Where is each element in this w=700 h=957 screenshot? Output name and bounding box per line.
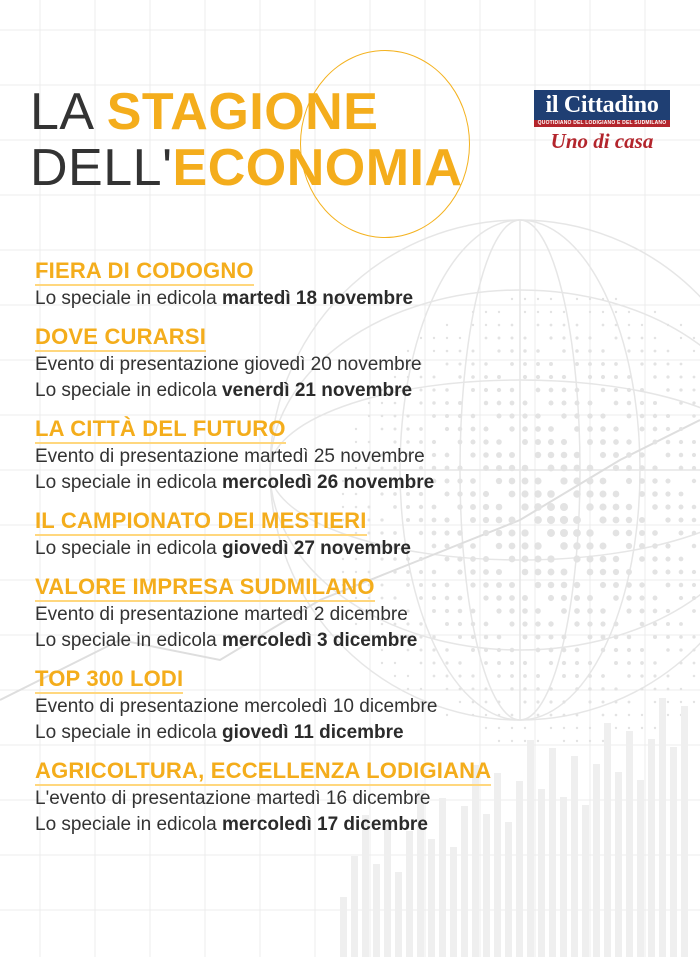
event-title: LA CITTÀ DEL FUTURO (35, 415, 286, 444)
event-detail-line (35, 444, 675, 470)
event-detail-line (35, 694, 675, 720)
event-title: IL CAMPIONATO DEI MESTIERI (35, 507, 367, 536)
event-detail-line (35, 812, 675, 838)
event-title: AGRICOLTURA, ECCELLENZA LODIGIANA (35, 757, 491, 786)
event-detail-text: Lo speciale in edicola (35, 814, 222, 835)
event-detail-text: Evento di presentazione martedì 2 dicembre (35, 604, 408, 625)
event-detail-text: L'evento di presentazione martedì 16 dicembre (35, 788, 431, 809)
event-item (35, 323, 675, 404)
logo-wordmark: il Cittadino (534, 90, 670, 120)
event-date: mercoledì 3 dicembre (221, 630, 418, 651)
events-list (35, 257, 675, 849)
event-title: DOVE CURARSI (35, 323, 206, 352)
event-detail-line (35, 352, 675, 378)
event-item (35, 573, 675, 654)
event-item (35, 257, 675, 312)
title-thin-part: LA (30, 83, 107, 141)
title-thin-part: DELL' (30, 139, 173, 197)
event-detail-text: Evento di presentazione mercoledì 10 dicembre (35, 696, 438, 717)
event-date: martedì 18 novembre (221, 288, 414, 309)
event-date: mercoledì 17 dicembre (221, 814, 428, 835)
event-detail-line (35, 720, 675, 746)
logo-subtitle: QUOTIDIANO DEL LODIGIANO E DEL SUDMILANO (534, 120, 670, 127)
event-detail-text: Lo speciale in edicola (35, 288, 222, 309)
newspaper-logo (534, 90, 670, 154)
event-date: giovedì 11 dicembre (221, 722, 404, 743)
event-detail-line (35, 786, 675, 812)
event-title: TOP 300 LODI (35, 665, 183, 694)
event-date: venerdì 21 novembre (221, 380, 413, 401)
title-bold-part: STAGIONE (106, 83, 379, 141)
event-detail-text: Lo speciale in edicola (35, 630, 222, 651)
event-detail-line (35, 602, 675, 628)
event-detail-line (35, 286, 675, 312)
event-title: FIERA DI CODOGNO (35, 257, 254, 286)
event-date: mercoledì 26 novembre (221, 472, 435, 493)
event-detail-text: Lo speciale in edicola (35, 538, 222, 559)
title-bold-part: ECONOMIA (172, 139, 463, 197)
event-detail-line (35, 536, 675, 562)
event-detail-text: Lo speciale in edicola (35, 380, 222, 401)
event-detail-text: Lo speciale in edicola (35, 472, 222, 493)
event-detail-text: Evento di presentazione giovedì 20 novembre (35, 354, 422, 375)
event-item (35, 507, 675, 562)
event-detail-line (35, 378, 675, 404)
event-detail-line (35, 628, 675, 654)
event-item (35, 757, 675, 838)
page-title (30, 84, 463, 196)
event-item (35, 665, 675, 746)
event-detail-line (35, 470, 675, 496)
event-item (35, 415, 675, 496)
title-line-2 (30, 140, 463, 196)
logo-tagline: Uno di casa (550, 129, 654, 153)
event-date: giovedì 27 novembre (221, 538, 411, 559)
event-title: VALORE IMPRESA SUDMILANO (35, 573, 375, 602)
title-line-1 (30, 84, 463, 140)
event-detail-text: Lo speciale in edicola (35, 722, 222, 743)
event-detail-text: Evento di presentazione martedì 25 novembre (35, 446, 425, 467)
